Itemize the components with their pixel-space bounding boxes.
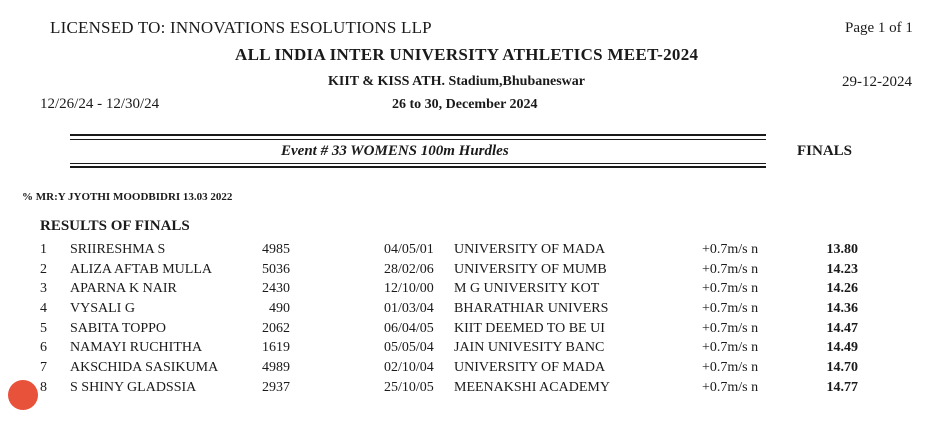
finish-time: 14.47 (826, 320, 858, 336)
wind: +0.7m/s n (702, 301, 759, 317)
bib-number: 2937 (262, 379, 290, 395)
place: 1 (40, 242, 47, 257)
bib-number: 4989 (262, 360, 290, 376)
page-number: Page 1 of 1 (845, 20, 913, 36)
place: 6 (40, 340, 47, 356)
athlete-name: VYSALI G (70, 301, 135, 317)
athlete-name: ALIZA AFTAB MULLA (70, 261, 212, 277)
date-of-birth: 06/04/05 (384, 320, 434, 336)
print-date: 29-12-2024 (842, 74, 912, 90)
meet-dates: 26 to 30, December 2024 (392, 97, 538, 112)
wind: +0.7m/s n (702, 379, 759, 395)
table-row (0, 359, 941, 379)
table-row (0, 300, 941, 320)
university: JAIN UNIVESITY BANC (454, 340, 605, 356)
university: UNIVERSITY OF MADA (454, 242, 606, 257)
table-row (0, 339, 941, 359)
bib-number: 5036 (262, 261, 290, 277)
place: 5 (40, 320, 47, 336)
date-of-birth: 04/05/01 (384, 242, 434, 257)
table-row (0, 241, 941, 261)
licensed-to: LICENSED TO: INNOVATIONS ESOLUTIONS LLP (50, 18, 432, 37)
wind: +0.7m/s n (702, 340, 759, 356)
athlete-name: NAMAYI RUCHITHA (70, 340, 203, 356)
place: 7 (40, 360, 47, 376)
bib-number: 4985 (262, 242, 290, 257)
wind: +0.7m/s n (702, 320, 759, 336)
university: M G UNIVERSITY KOT (454, 281, 600, 297)
finish-time: 13.80 (826, 242, 858, 257)
university: UNIVERSITY OF MUMB (454, 261, 607, 277)
date-of-birth: 12/10/00 (384, 281, 434, 297)
venue: KIIT & KISS ATH. Stadium,Bhubaneswar (328, 74, 586, 89)
wind: +0.7m/s n (702, 281, 759, 297)
university: MEENAKSHI ACADEMY (454, 379, 610, 395)
date-range: 12/26/24 - 12/30/24 (40, 96, 160, 112)
bib-number: 2430 (262, 281, 290, 297)
place: 8 (40, 379, 47, 395)
date-of-birth: 02/10/04 (384, 360, 434, 376)
table-row (0, 261, 941, 281)
wind: +0.7m/s n (702, 360, 759, 376)
athlete-name: APARNA K NAIR (70, 281, 177, 297)
finish-time: 14.70 (826, 360, 858, 376)
athlete-name: AKSCHIDA SASIKUMA (70, 360, 219, 376)
meet-record: % MR:Y JYOTHI MOODBIDRI 13.03 2022 (22, 191, 233, 203)
table-row (0, 379, 941, 399)
finish-time: 14.26 (826, 281, 858, 297)
event-title: Event # 33 WOMENS 100m Hurdles (281, 143, 509, 159)
university: KIIT DEEMED TO BE UI (454, 320, 605, 336)
athlete-name: SABITA TOPPO (70, 320, 167, 336)
finish-time: 14.36 (826, 301, 858, 317)
event-rule-top (70, 134, 766, 136)
event-rule-top-thin (70, 139, 766, 140)
table-row (0, 320, 941, 340)
finish-time: 14.49 (826, 340, 858, 356)
wind: +0.7m/s n (702, 261, 759, 277)
wind: +0.7m/s n (702, 242, 759, 257)
finish-time: 14.77 (826, 379, 858, 395)
bib-number: 490 (269, 301, 290, 317)
event-rule-bottom (70, 166, 766, 168)
round-label: FINALS (797, 143, 853, 159)
date-of-birth: 01/03/04 (384, 301, 434, 317)
athlete-name: SRIIRESHMA S (70, 242, 166, 257)
athlete-name: S SHINY GLADSSIA (70, 379, 197, 395)
date-of-birth: 28/02/06 (384, 261, 434, 277)
event-rule-bottom-thin (70, 163, 766, 164)
results-heading: RESULTS OF FINALS (40, 218, 190, 234)
bib-number: 2062 (262, 320, 290, 336)
university: BHARATHIAR UNIVERS (454, 301, 609, 317)
university: UNIVERSITY OF MADA (454, 360, 606, 376)
bib-number: 1619 (262, 340, 290, 356)
place: 4 (40, 301, 47, 317)
table-row (0, 280, 941, 300)
record-dot-icon (8, 380, 38, 410)
results-table (0, 241, 941, 399)
place: 3 (40, 281, 47, 297)
meet-title: ALL INDIA INTER UNIVERSITY ATHLETICS MEET-2024 (235, 45, 699, 64)
date-of-birth: 05/05/04 (384, 340, 434, 356)
place: 2 (40, 261, 47, 277)
finish-time: 14.23 (826, 261, 858, 277)
date-of-birth: 25/10/05 (384, 379, 434, 395)
